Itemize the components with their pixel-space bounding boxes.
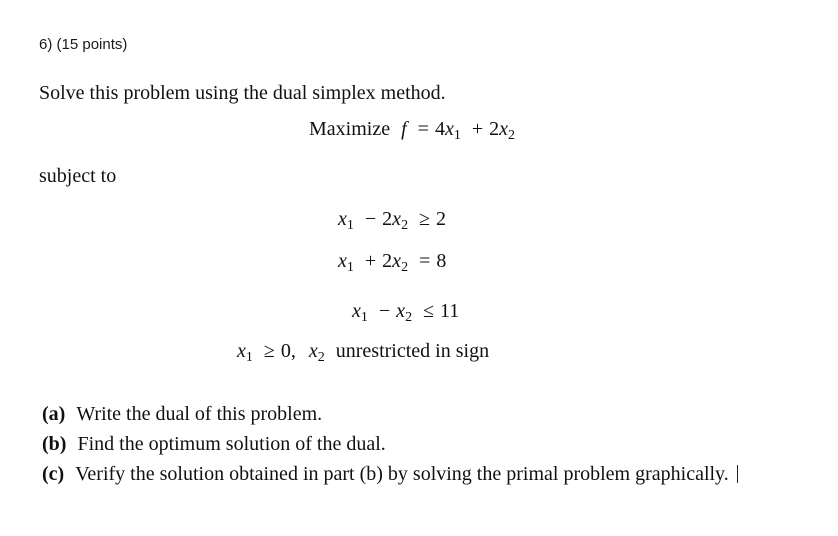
part-b-tag: (b) [42,433,67,455]
question-header: 6) (15 points) [39,36,128,53]
part-c [42,463,738,486]
part-c-tag: (c) [42,463,65,485]
objective-symbol: f [401,118,407,140]
part-a-tag: (a) [42,403,66,425]
coef-1: 4 [434,118,445,140]
var-x1: x [444,118,454,140]
problem-intro: Solve this problem using the dual simplex method. [39,82,446,104]
subject-to-label: subject to [39,165,117,187]
part-b-text: Find the optimum solution of the dual. [77,433,386,455]
maximize-keyword: Maximize [309,118,391,140]
part-b [42,433,386,456]
var-x2: x [499,118,508,140]
variable-bounds: $x_1 \ge 0$, $x_2$ unrestricted in sign [237,340,490,365]
part-c-text: Verify the solution obtained in part (b) by solving the primal problem graphically. [75,463,729,485]
text-cursor [737,465,738,483]
constraint-2: $x_1 + 2x_2 = 8$ [338,250,447,275]
part-a [42,403,322,426]
equals-sign: = [417,118,429,140]
part-a-text: Write the dual of this problem. [76,403,323,425]
coef-2: 2 [489,118,500,140]
constraint-1: $x_1 - 2x_2 \ge 2$ [338,208,447,233]
objective-function: Maximize $f = 4x_1 + 2x_2$ [309,118,515,143]
constraint-3: $x_1 - x_2 \le 11$ [352,300,460,325]
plus-sign: + [471,118,484,140]
